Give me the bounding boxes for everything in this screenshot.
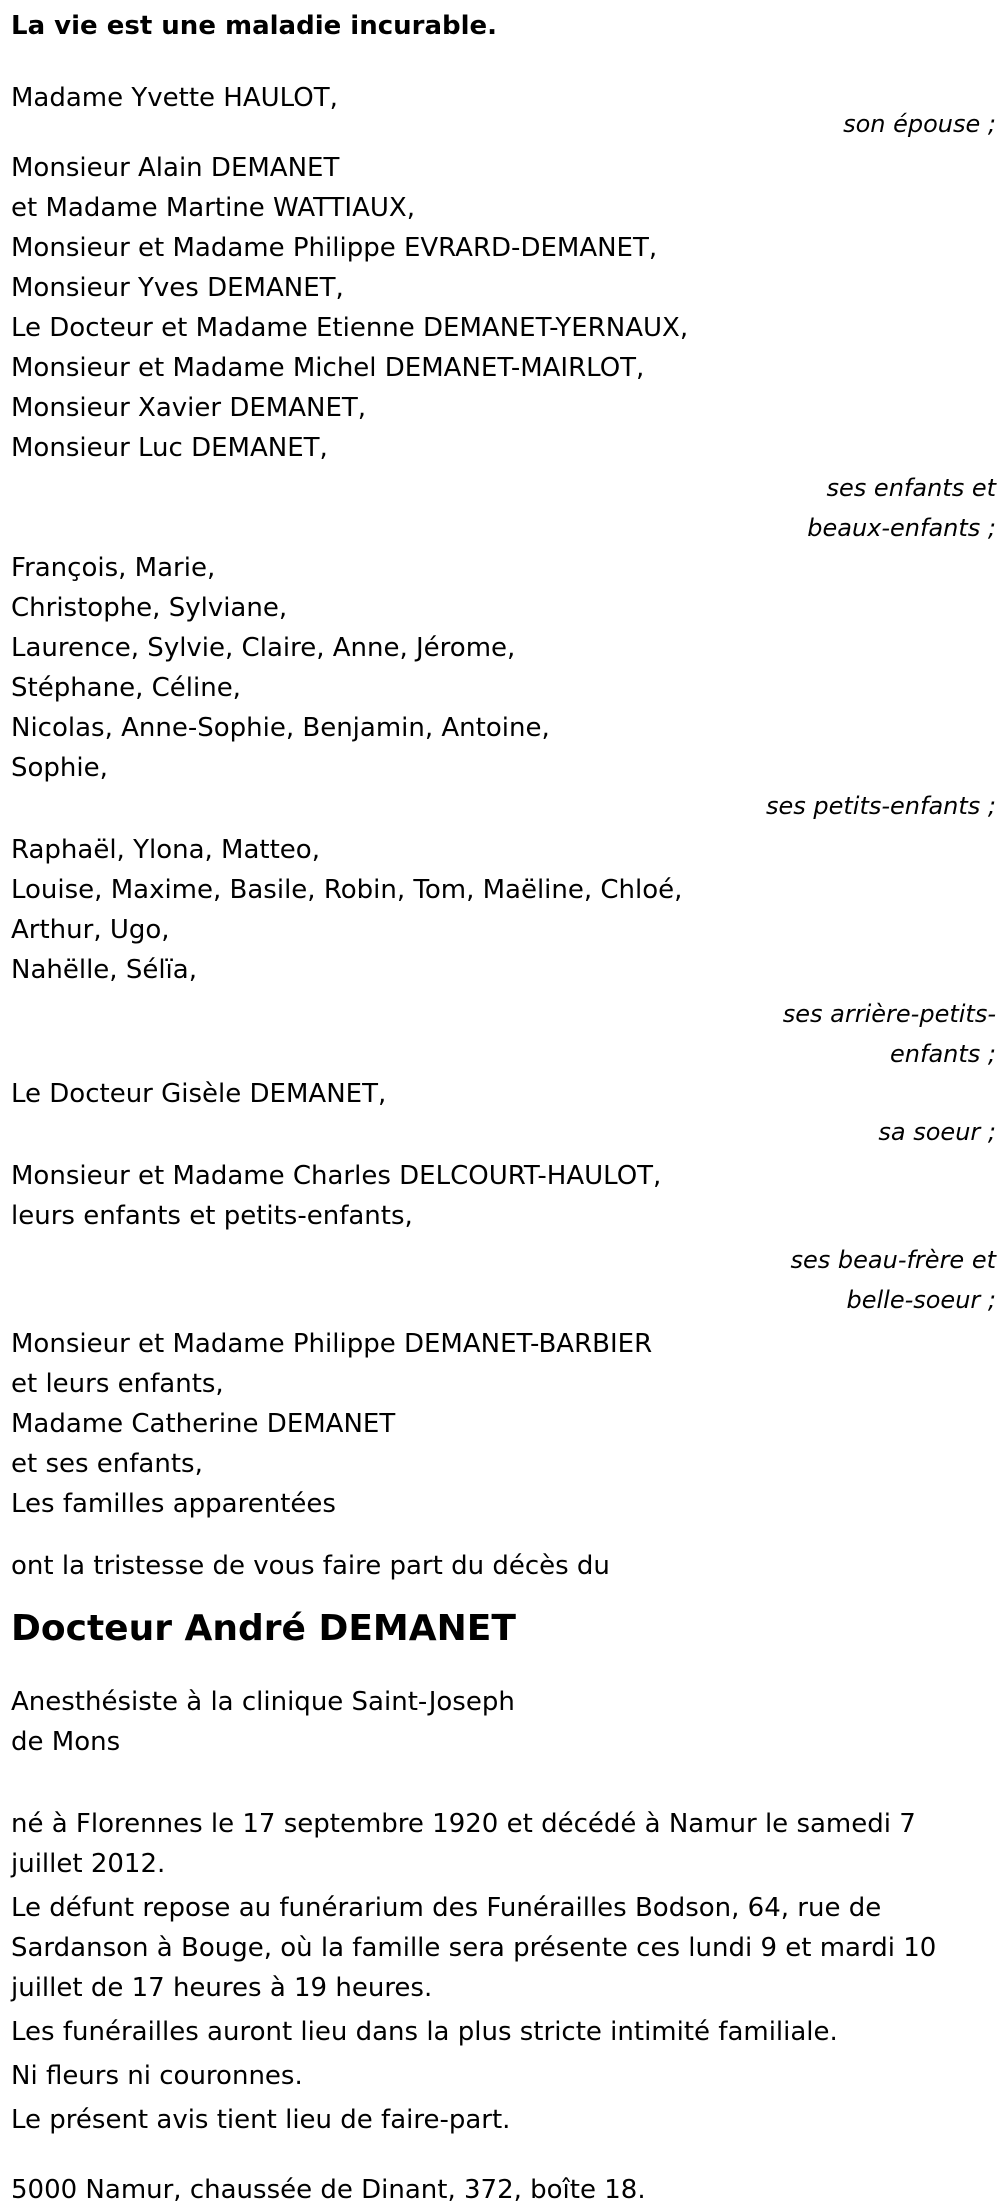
relative-line: Madame Catherine DEMANET [11,1409,396,1439]
address-line: 5000 Namur, chaussée de Dinant, 372, boîte 18. [11,2175,646,2205]
family-name: Monsieur Alain DEMANET [11,153,340,183]
family-group-children [11,148,1000,548]
birth-death-paragraph: né à Florennes le 17 septembre 1920 et décédé à Namur le samedi 7 juillet 2012. [11,1809,916,1879]
family-name: Nahëlle, Sélïa, [11,955,197,985]
family-name: Monsieur Xavier DEMANET, [11,393,367,423]
relationship-label: sa soeur ; [878,1118,996,1146]
family-name: Nicolas, Anne-Sophie, Benjamin, Antoine, [11,713,550,743]
funeral-paragraph: Les funérailles auront lieu dans la plus stricte intimité familiale. [11,2017,838,2047]
relationship-label: ses beau-frère et [790,1246,996,1274]
family-name: Monsieur Yves DEMANET, [11,273,344,303]
family-group-grandchildren [11,548,1000,826]
profession-line: Anesthésiste à la clinique Saint-Joseph [11,1687,515,1717]
family-name: Arthur, Ugo, [11,915,170,945]
relative-line: et leurs enfants, [11,1369,224,1399]
relationship-label: ses petits-enfants ; [765,792,996,820]
relationship-label: beaux-enfants ; [807,514,996,542]
relationship-label: ses arrière-petits- [782,1000,996,1028]
family-name: Monsieur Luc DEMANET, [11,433,328,463]
relationship-label: belle-soeur ; [846,1286,996,1314]
profession [11,1682,1000,1762]
notice-paragraph: Le présent avis tient lieu de faire-part. [11,2105,511,2135]
family-name: Monsieur et Madame Charles DELCOURT-HAULOT, [11,1161,662,1191]
family-group-sister [11,1074,1000,1152]
repose-paragraph: Le défunt repose au funérarium des Funérailles Bodson, 64, rue de Sardanson à Bouge, où la famille sera présente ces lundi 9 et mardi 10 juillet de 17 heures à 19 heures. [11,1893,937,2003]
profession-line: de Mons [11,1727,121,1757]
relationship-label: son épouse ; [843,110,996,138]
family-name: Le Docteur et Madame Etienne DEMANET-YERNAUX, [11,313,689,343]
other-relatives [11,1324,1000,1524]
flowers-paragraph: Ni fleurs ni couronnes. [11,2061,303,2091]
family-name: François, Marie, [11,553,216,583]
family-group-great-grandchildren [11,830,1000,1074]
family-name: Louise, Maxime, Basile, Robin, Tom, Maëline, Chloé, [11,875,683,905]
family-name: Raphaël, Ylona, Matteo, [11,835,320,865]
family-group-in-laws [11,1156,1000,1320]
header-quote: La vie est une maladie incurable. [11,11,498,41]
relative-line: Les familles apparentées [11,1489,336,1519]
family-group-spouse [11,78,1000,144]
family-name: Le Docteur Gisèle DEMANET, [11,1079,387,1109]
relative-line: Monsieur et Madame Philippe DEMANET-BARBIER [11,1329,653,1359]
relationship-label: enfants ; [890,1040,996,1068]
announcement-text: ont la tristesse de vous faire part du décès du [11,1551,610,1581]
family-name: Laurence, Sylvie, Claire, Anne, Jérome, [11,633,516,663]
family-name: Christophe, Sylviane, [11,593,288,623]
family-name: Monsieur et Madame Michel DEMANET-MAIRLOT, [11,353,645,383]
family-name: Monsieur et Madame Philippe EVRARD-DEMANET, [11,233,658,263]
relationship-label: ses enfants et [826,474,996,502]
family-name: Stéphane, Céline, [11,673,241,703]
deceased-name: Docteur André DEMANET [11,1608,516,1649]
family-name: Sophie, [11,753,108,783]
family-name: et Madame Martine WATTIAUX, [11,193,415,223]
relative-line: et ses enfants, [11,1449,203,1479]
family-name: Madame Yvette HAULOT, [11,83,338,113]
family-name: leurs enfants et petits-enfants, [11,1201,413,1231]
